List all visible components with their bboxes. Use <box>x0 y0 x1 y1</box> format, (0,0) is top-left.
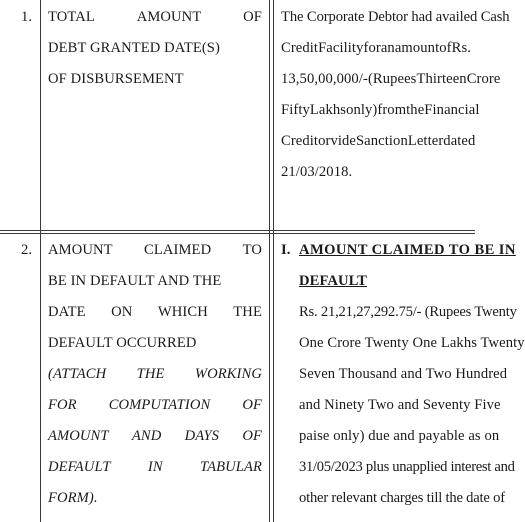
label-line: DEBT GRANTED DATE(S) <box>48 40 220 56</box>
heading-marker: I. <box>281 242 291 258</box>
label-line: AMOUNT AND DAYS OF <box>48 428 262 444</box>
row-divider <box>0 233 475 234</box>
detail-line: One Crore Twenty One Lakhs Twenty <box>299 335 525 351</box>
detail-line: Rs. 21,21,27,292.75/- (Rupees Twenty <box>299 304 517 320</box>
table-column-divider <box>269 0 270 522</box>
label-line: OF DISBURSEMENT <box>48 71 184 87</box>
detail-heading <box>281 235 516 266</box>
label-line: TOTAL AMOUNT OF <box>48 9 262 25</box>
detail-line: and Ninety Two and Seventy Five <box>299 397 501 413</box>
label-line: BE IN DEFAULT AND THE <box>48 273 222 289</box>
label-line: DEFAULT IN TABULAR <box>48 459 262 475</box>
label-line: (ATTACH THE WORKING <box>48 366 262 382</box>
row-details <box>281 235 525 514</box>
heading-text: DEFAULT <box>299 273 368 289</box>
heading-text: AMOUNT CLAIMED TO BE IN <box>299 242 516 258</box>
detail-line: The Corporate Debtor had availed Cash <box>281 9 510 25</box>
row-divider <box>0 230 475 231</box>
row-details <box>281 2 510 188</box>
detail-line: 21/03/2018. <box>281 164 353 180</box>
label-line: AMOUNT CLAIMED TO <box>48 242 262 258</box>
detail-line: Credit Facility for an amount of Rs. <box>281 40 471 56</box>
row-number: 2. <box>21 242 32 258</box>
table-column-divider <box>273 0 274 522</box>
detail-line: Creditor vide Sanction Letter dated <box>281 133 476 149</box>
table-left-border <box>40 0 41 522</box>
row-number: 1. <box>21 9 32 25</box>
detail-line: Fifty Lakhs only) from the Financial <box>281 102 480 118</box>
detail-line: paise only) due and payable as on <box>299 428 500 444</box>
label-line: DEFAULT OCCURRED <box>48 335 197 351</box>
detail-heading <box>281 266 471 297</box>
detail-line: 13,50,00,000/- (Rupees Thirteen Crore <box>281 71 501 87</box>
detail-line: Seven Thousand and Two Hundred <box>299 366 508 382</box>
detail-line: 31/05/2023 plus unapplied interest and <box>299 459 515 475</box>
label-line: FOR COMPUTATION OF <box>48 397 262 413</box>
detail-line: other relevant charges till the date of <box>299 490 505 506</box>
row-label <box>48 2 262 95</box>
label-line: DATE ON WHICH THE <box>48 304 262 320</box>
row-label <box>48 235 262 514</box>
label-line: FORM). <box>48 490 98 506</box>
